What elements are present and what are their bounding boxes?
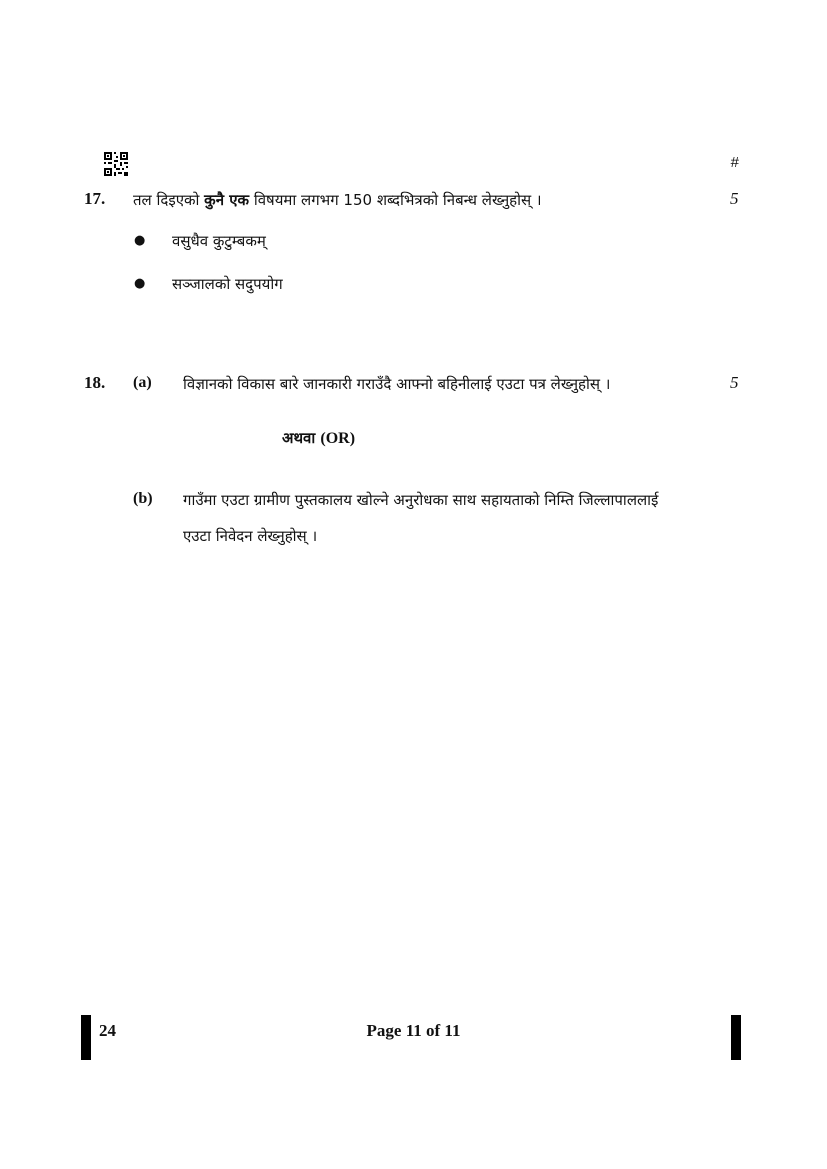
- question-17-text-bold: कुनै एक: [204, 191, 250, 209]
- question-17-marks: 5: [730, 189, 739, 208]
- question-17-text: [133, 190, 542, 210]
- bullet-icon: ●: [134, 233, 146, 248]
- hash-mark: #: [730, 154, 739, 171]
- bullet-icon: ●: [134, 276, 146, 291]
- question-18b-label: (b): [133, 490, 153, 507]
- question-17-number: 17.: [84, 189, 106, 208]
- question-17-option-2: सञ्जालको सदुपयोग: [172, 275, 283, 293]
- or-label-english: (OR): [320, 430, 356, 447]
- question-17-text-post: विषयमा लगभग 150 शब्दभित्रको निबन्ध लेख्नुहोस् ।: [249, 191, 542, 209]
- question-17-option-1: वसुधैव कुटुम्बकम्: [172, 232, 266, 250]
- question-18b-line-2: एउटा निवेदन लेख्नुहोस् ।: [183, 527, 318, 545]
- footer-right-bar: [731, 1015, 741, 1060]
- question-18a-text: विज्ञानको विकास बारे जानकारी गराउँदै आफ्नो बहिनीलाई एउटा पत्र लेख्नुहोस् ।: [183, 375, 611, 393]
- question-18-marks: 5: [730, 373, 739, 392]
- qr-code-icon: [104, 152, 128, 176]
- question-18-number: 18.: [84, 373, 106, 392]
- page-number: Page 11 of 11: [366, 1021, 461, 1040]
- footer-code: 24: [99, 1021, 116, 1040]
- question-17-text-pre: तल दिइएको: [133, 191, 205, 209]
- question-18a-label: (a): [133, 374, 152, 391]
- question-18b-line-1: गाउँमा एउटा ग्रामीण पुस्तकालय खोल्ने अनुरोधका साथ सहायताको निम्ति जिल्लापाललाई: [183, 491, 659, 509]
- or-label-nepali: अथवा: [282, 429, 316, 447]
- or-separator: [282, 428, 355, 448]
